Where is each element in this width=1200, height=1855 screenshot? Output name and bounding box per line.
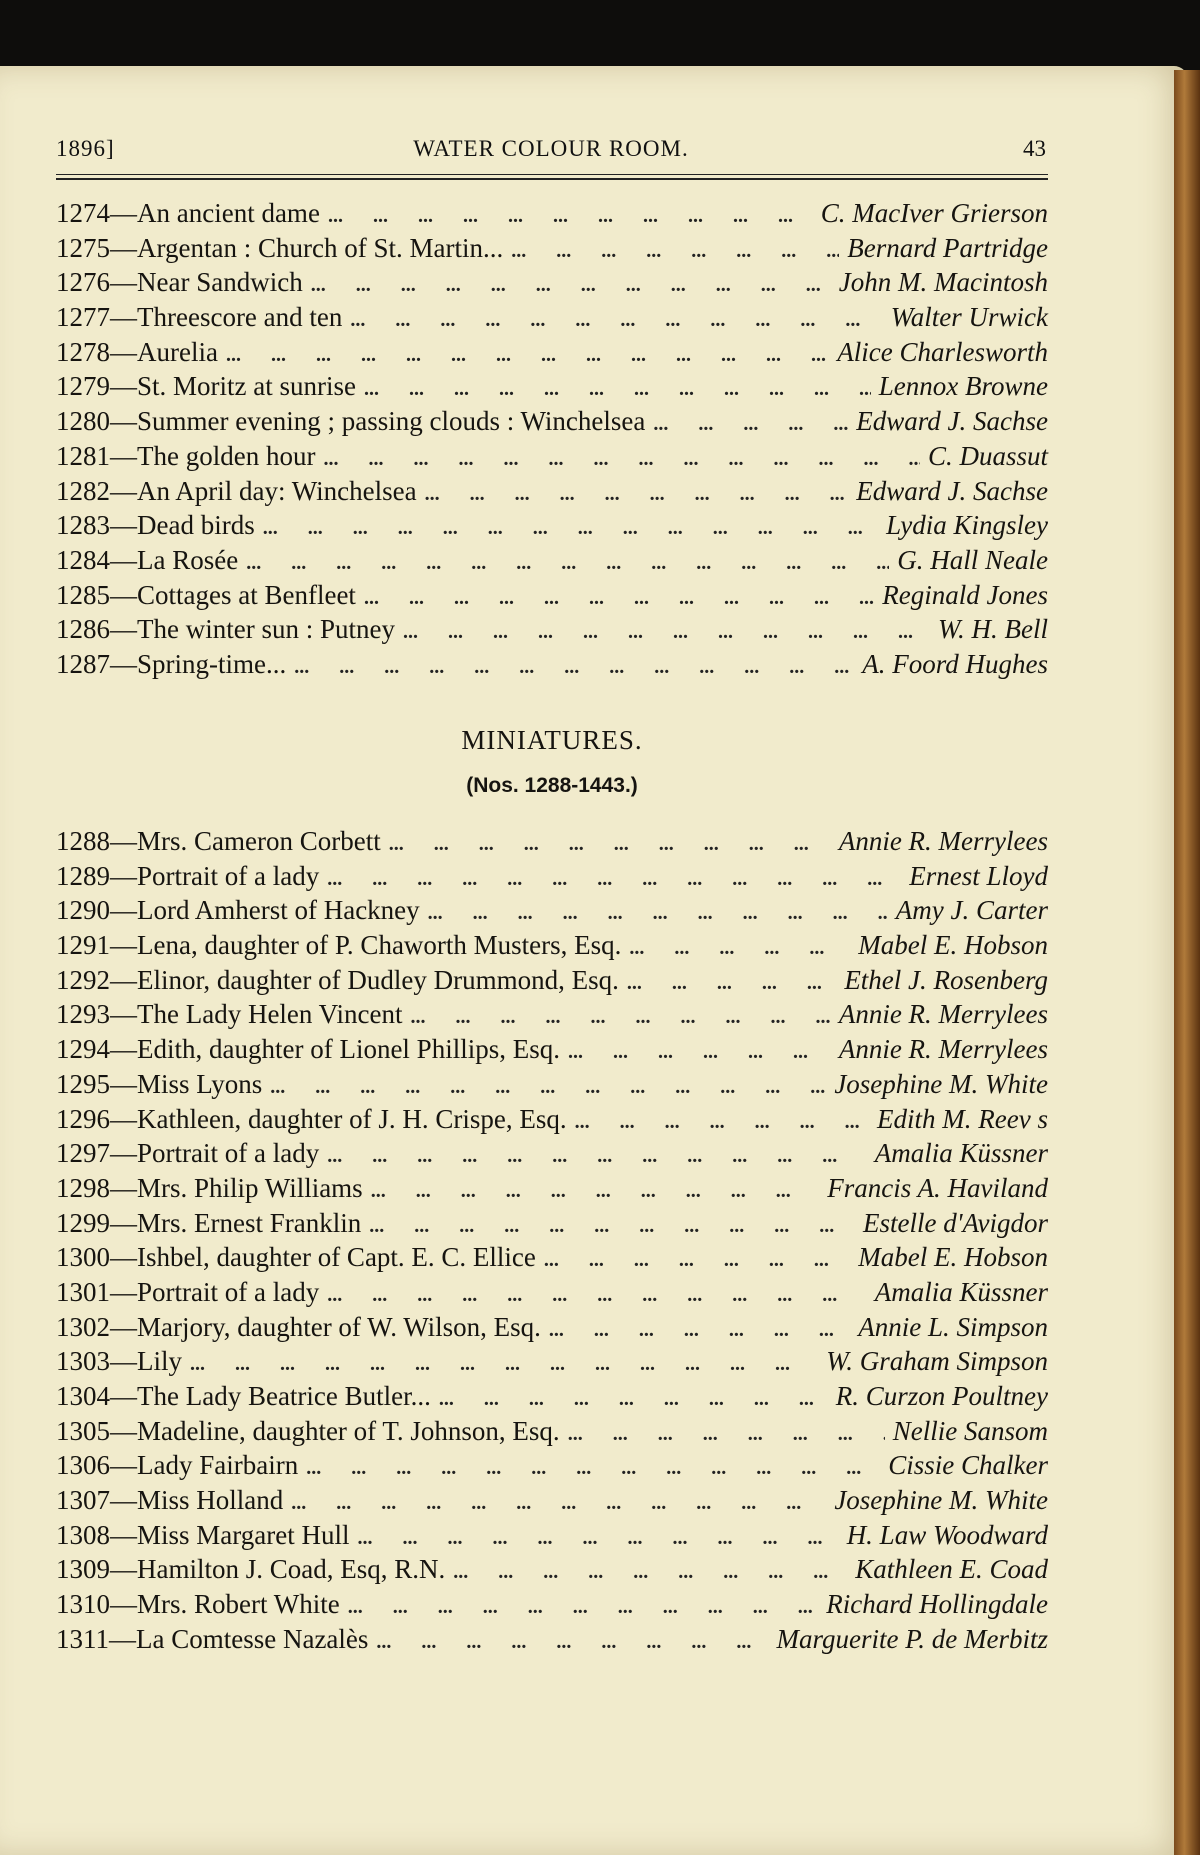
dot-leader (549, 1313, 850, 1348)
entry-artist: G. Hall Neale (897, 544, 1048, 575)
entry-dash: — (110, 1485, 137, 1516)
catalogue-entry (56, 1518, 1048, 1553)
catalogue-entry (56, 474, 1048, 509)
dot-leader (653, 407, 848, 442)
entry-artist: Richard Hollingdale (826, 1589, 1048, 1620)
entry-title: Ishbel, daughter of Capt. E. C. Ellice (137, 1242, 536, 1273)
entry-number: 1279 (56, 371, 110, 402)
entry-dash: — (110, 964, 137, 995)
entry-title: Near Sandwich (137, 267, 303, 298)
entry-dash: — (110, 1172, 137, 1203)
entry-title: Lady Fairbairn (137, 1450, 299, 1481)
dot-leader (425, 477, 849, 512)
entry-dash: — (110, 198, 137, 228)
entry-title: Mrs. Ernest Franklin (137, 1207, 362, 1238)
catalogue-list-water-colour (56, 196, 1048, 682)
catalogue-entry (56, 1310, 1048, 1345)
entry-title: Lord Amherst of Hackney (137, 895, 420, 926)
entry-dash: — (110, 302, 137, 333)
catalogue-entry (56, 1240, 1048, 1275)
entry-dash: — (110, 475, 137, 506)
entry-number: 1298 (56, 1172, 110, 1203)
dot-leader (263, 511, 878, 546)
entry-dash: — (110, 440, 137, 471)
entry-artist: Edith M. Reev s (877, 1103, 1048, 1134)
entry-dash: — (110, 1554, 137, 1585)
entry-dash: — (110, 1381, 137, 1411)
entry-dash: — (110, 232, 137, 263)
entry-number: 1297 (56, 1138, 110, 1169)
catalogue-entry (56, 404, 1048, 439)
catalogue-entry (56, 1032, 1048, 1067)
entry-number: 1283 (56, 510, 110, 541)
dot-leader (428, 896, 888, 931)
catalogue-entry (56, 824, 1048, 859)
entry-title: Hamilton J. Coad, Esq, R.N. (137, 1554, 446, 1585)
entry-dash: — (110, 1589, 137, 1620)
entry-number: 1304 (56, 1381, 110, 1411)
catalogue-entry (56, 1275, 1048, 1310)
header-title: WATER COLOUR ROOM. (413, 136, 689, 161)
entry-artist: Annie L. Simpson (858, 1311, 1048, 1342)
dot-leader (294, 650, 854, 685)
entry-artist: C. Duassut (927, 440, 1048, 471)
entry-title: Spring-time... (137, 648, 287, 679)
entry-number: 1288 (56, 826, 110, 856)
catalogue-entry (56, 265, 1048, 300)
entry-title: Lily (137, 1346, 182, 1377)
dot-leader (369, 1209, 855, 1244)
entry-artist: W. Graham Simpson (826, 1346, 1048, 1377)
dot-leader (327, 1278, 867, 1313)
entry-artist: Cissie Chalker (888, 1450, 1048, 1481)
dot-leader (371, 1174, 820, 1209)
dot-leader (627, 966, 836, 1001)
entry-title: The Lady Beatrice Butler... (137, 1381, 431, 1411)
entry-artist: Walter Urwick (890, 302, 1048, 333)
catalogue-entry (56, 647, 1048, 682)
catalogue-entry (56, 196, 1048, 231)
dot-leader (348, 1590, 819, 1625)
entry-number: 1291 (56, 930, 110, 961)
entry-title: Portrait of a lady (137, 860, 320, 891)
entry-title: Kathleen, daughter of J. H. Crispe, Esq. (137, 1103, 567, 1134)
entry-number: 1274 (56, 198, 110, 228)
entry-title: Threescore and ten (137, 302, 343, 333)
entry-artist: Amy J. Carter (895, 895, 1048, 926)
entry-number: 1307 (56, 1485, 110, 1516)
entry-number: 1293 (56, 999, 110, 1030)
entry-artist: Josephine M. White (834, 1485, 1048, 1516)
entry-artist: Ethel J. Rosenberg (844, 964, 1048, 995)
catalogue-entry (56, 1379, 1048, 1414)
entry-artist: Francis A. Haviland (827, 1172, 1048, 1203)
entry-title: Miss Lyons (137, 1068, 263, 1099)
entry-number: 1290 (56, 895, 110, 926)
entry-number: 1295 (56, 1068, 110, 1099)
dot-leader (568, 1417, 885, 1452)
entry-number: 1286 (56, 614, 110, 645)
dot-leader (327, 1139, 867, 1174)
entry-artist: Ernest Lloyd (909, 860, 1048, 891)
entry-number: 1301 (56, 1276, 110, 1307)
entry-artist: C. MacIver Grierson (820, 198, 1048, 228)
entry-title: Elinor, daughter of Dudley Drummond, Esq. (137, 964, 619, 995)
dot-leader (568, 1035, 831, 1070)
catalogue-entry (56, 578, 1048, 613)
entry-dash: — (110, 1138, 137, 1169)
entry-artist: Kathleen E. Coad (855, 1554, 1048, 1585)
entry-number: 1292 (56, 964, 110, 995)
entry-title: St. Moritz at sunrise (137, 371, 356, 402)
entry-title: Mrs. Robert White (137, 1589, 340, 1620)
catalogue-entry (56, 335, 1048, 370)
entry-title: La Comtesse Nazalès (136, 1623, 369, 1654)
entry-dash: — (110, 860, 137, 891)
entry-title: The winter sun : Putney (137, 614, 395, 645)
dot-leader (327, 862, 901, 897)
dot-leader (311, 268, 831, 303)
entry-number: 1277 (56, 302, 110, 333)
header-rule (56, 174, 1048, 180)
entry-artist: Mabel E. Hobson (858, 1242, 1048, 1273)
catalogue-entry (56, 1344, 1048, 1379)
entry-title: Dead birds (137, 510, 255, 541)
entry-artist: Amalia Küssner (874, 1276, 1048, 1307)
entry-dash: — (110, 1311, 137, 1342)
entry-number: 1305 (56, 1415, 110, 1446)
entry-number: 1287 (56, 648, 110, 679)
entry-dash: — (110, 614, 137, 645)
entry-artist: Estelle d'Avigdor (863, 1207, 1048, 1238)
entry-artist: Bernard Partridge (847, 232, 1048, 263)
page-number: 43 (1023, 136, 1046, 161)
entry-title: Miss Holland (137, 1485, 284, 1516)
catalogue-entry (56, 508, 1048, 543)
dot-leader (511, 234, 839, 269)
catalogue-entry (56, 1622, 1048, 1657)
entry-title: The Lady Helen Vincent (137, 999, 403, 1030)
entry-artist: Annie R. Merrylees (838, 999, 1048, 1030)
entry-number: 1300 (56, 1242, 110, 1273)
entry-title: An April day: Winchelsea (137, 475, 417, 506)
entry-number: 1280 (56, 406, 110, 437)
catalogue-entry (56, 543, 1048, 578)
catalogue-entry (56, 859, 1048, 894)
entry-artist: R. Curzon Poultney (835, 1381, 1048, 1411)
entry-number: 1311 (56, 1623, 109, 1654)
dot-leader (328, 199, 813, 234)
entry-artist: John M. Macintosh (838, 267, 1048, 298)
entry-number: 1281 (56, 440, 110, 471)
entry-title: Mrs. Cameron Corbett (137, 826, 381, 856)
entry-number: 1276 (56, 267, 110, 298)
entry-dash: — (110, 371, 137, 402)
entry-dash: — (110, 1068, 137, 1099)
entry-artist: A. Foord Hughes (862, 648, 1048, 679)
entry-artist: Reginald Jones (882, 579, 1048, 610)
dot-leader (364, 581, 874, 616)
catalogue-entry (56, 893, 1048, 928)
entry-dash: — (110, 336, 137, 367)
catalogue-entry (56, 369, 1048, 404)
entry-artist: Annie R. Merrylees (838, 1034, 1048, 1065)
entry-title: Portrait of a lady (137, 1138, 320, 1169)
entry-number: 1285 (56, 579, 110, 610)
entry-title: Argentan : Church of St. Martin... (137, 232, 504, 263)
catalogue-entry (56, 1414, 1048, 1449)
dot-leader (190, 1347, 818, 1382)
dot-leader (575, 1105, 869, 1140)
entry-number: 1310 (56, 1589, 110, 1620)
entry-artist: Edward J. Sachse (856, 406, 1048, 437)
entry-number: 1294 (56, 1034, 110, 1065)
entry-artist: Nellie Sansom (892, 1415, 1048, 1446)
dot-leader (389, 827, 831, 862)
catalogue-entry (56, 612, 1048, 647)
entry-artist: Lydia Kingsley (886, 510, 1048, 541)
entry-dash: — (110, 267, 137, 298)
entry-dash: — (110, 1346, 137, 1377)
entry-dash: — (110, 1207, 137, 1238)
entry-dash: — (110, 999, 137, 1030)
entry-number: 1299 (56, 1207, 110, 1238)
entry-dash: — (109, 1623, 136, 1654)
entry-dash: — (110, 826, 137, 856)
entry-artist: Mabel E. Hobson (858, 930, 1048, 961)
catalogue-entry (56, 997, 1048, 1032)
dot-leader (376, 1625, 768, 1660)
entry-number: 1275 (56, 232, 110, 263)
entry-number: 1306 (56, 1450, 110, 1481)
entry-title: Aurelia (137, 336, 218, 367)
entry-number: 1303 (56, 1346, 110, 1377)
entry-artist: Annie R. Merrylees (838, 826, 1048, 856)
entry-dash: — (110, 895, 137, 926)
entry-title: Madeline, daughter of T. Johnson, Esq. (137, 1415, 560, 1446)
entry-dash: — (110, 544, 137, 575)
dot-leader (323, 442, 920, 477)
entry-number: 1282 (56, 475, 110, 506)
catalogue-entry (56, 963, 1048, 998)
catalogue-list-miniatures (56, 824, 1048, 1657)
entry-number: 1284 (56, 544, 110, 575)
dot-leader (411, 1000, 831, 1035)
dot-leader (357, 1521, 838, 1556)
catalogue-entry (56, 1483, 1048, 1518)
dot-leader (403, 615, 930, 650)
entry-title: Miss Margaret Hull (137, 1519, 350, 1550)
book-spine-edge (1174, 70, 1200, 1855)
entry-title: The golden hour (137, 440, 316, 471)
section-subtitle: (Nos. 1288-1443.) (466, 774, 638, 797)
entry-dash: — (110, 579, 137, 610)
entry-dash: — (110, 510, 137, 541)
entry-number: 1302 (56, 1311, 110, 1342)
entry-title: Lena, daughter of P. Chaworth Musters, Esq. (137, 930, 622, 961)
dot-leader (226, 338, 829, 373)
catalogue-entry (56, 300, 1048, 335)
entry-artist: Marguerite P. de Merbitz (776, 1623, 1048, 1654)
dot-leader (350, 303, 882, 338)
catalogue-entry (56, 1206, 1048, 1241)
entry-title: La Rosée (137, 544, 239, 575)
catalogue-entry (56, 1102, 1048, 1137)
entry-title: Portrait of a lady (137, 1276, 320, 1307)
dot-leader (453, 1555, 847, 1590)
entry-title: Summer evening ; passing clouds : Winchelsea (137, 406, 646, 437)
entry-dash: — (110, 1034, 137, 1065)
dot-leader (629, 931, 850, 966)
entry-artist: Alice Charlesworth (837, 336, 1048, 367)
catalogue-entry (56, 1067, 1048, 1102)
entry-number: 1289 (56, 860, 110, 891)
entry-dash: — (110, 406, 137, 437)
dot-leader (291, 1486, 826, 1521)
entry-title: Edith, daughter of Lionel Phillips, Esq. (137, 1034, 560, 1065)
entry-dash: — (110, 1276, 137, 1307)
entry-artist: Edward J. Sachse (856, 475, 1048, 506)
entry-dash: — (110, 1103, 137, 1134)
entry-title: Marjory, daughter of W. Wilson, Esq. (137, 1311, 541, 1342)
entry-title: An ancient dame (137, 198, 320, 228)
catalogue-entry (56, 1171, 1048, 1206)
dot-leader (306, 1451, 880, 1486)
entry-artist: W. H. Bell (938, 614, 1048, 645)
entry-artist: Amalia Küssner (874, 1138, 1048, 1169)
catalogue-entry (56, 1552, 1048, 1587)
header-year: 1896] (56, 136, 115, 161)
entry-artist: Josephine M. White (834, 1068, 1048, 1099)
catalogue-entry (56, 1136, 1048, 1171)
dot-leader (364, 372, 871, 407)
catalogue-entry (56, 231, 1048, 266)
entry-dash: — (110, 648, 137, 679)
entry-dash: — (110, 930, 137, 961)
catalogue-entry (56, 1587, 1048, 1622)
entry-number: 1278 (56, 336, 110, 367)
catalogue-entry (56, 439, 1048, 474)
catalogue-entry (56, 928, 1048, 963)
entry-dash: — (110, 1519, 137, 1550)
entry-number: 1308 (56, 1519, 110, 1550)
entry-title: Mrs. Philip Williams (137, 1172, 363, 1203)
catalogue-entry (56, 1448, 1048, 1483)
dot-leader (246, 546, 889, 581)
running-head (56, 136, 1046, 176)
dot-leader (270, 1070, 826, 1105)
entry-artist: Lennox Browne (878, 371, 1048, 402)
entry-number: 1309 (56, 1554, 110, 1585)
entry-artist: H. Law Woodward (846, 1519, 1048, 1550)
entry-dash: — (110, 1242, 137, 1273)
entry-number: 1296 (56, 1103, 110, 1134)
entry-dash: — (110, 1450, 137, 1481)
entry-title: Cottages at Benfleet (137, 579, 356, 610)
section-title: MINIATURES. (461, 725, 643, 755)
dot-leader (439, 1382, 828, 1417)
dot-leader (544, 1243, 850, 1278)
entry-dash: — (110, 1415, 137, 1446)
